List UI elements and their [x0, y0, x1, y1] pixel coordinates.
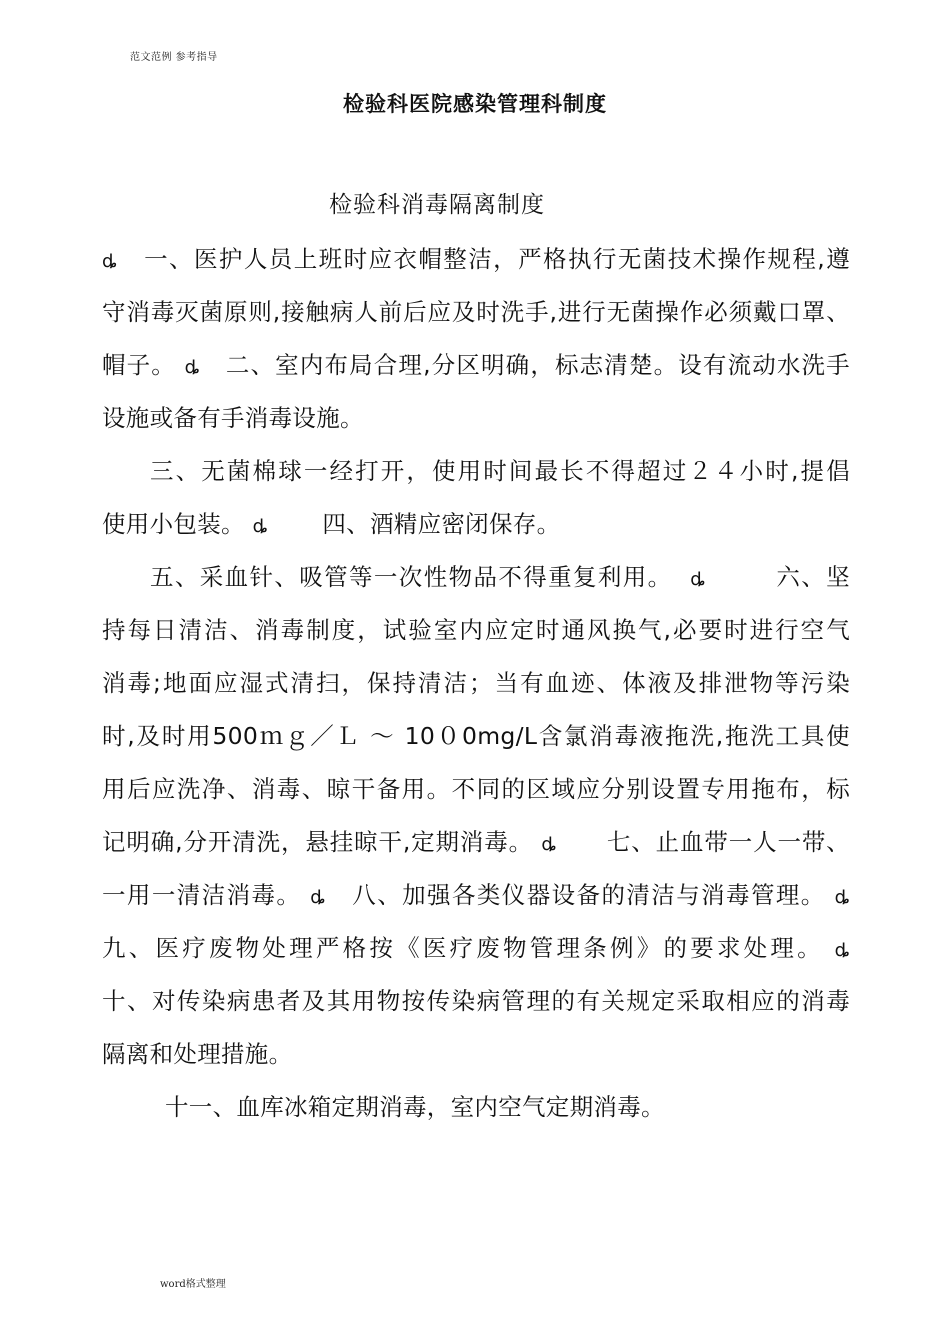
paragraph-line	[102, 611, 850, 645]
bullet-mark: ȡ	[310, 887, 326, 908]
paragraph-text: 一、医护人员上班时应衣帽整洁，严格执行无菌技术操作规程,遵	[144, 245, 851, 273]
paragraph-text: 十一、血库冰箱定期消毒，室内空气定期消毒。	[165, 1093, 665, 1121]
paragraph-text: 七、止血带一人一带、	[606, 828, 850, 856]
paragraph-text: 二、室内布局合理,分区明确，标志清楚。设有流动水洗手	[225, 351, 850, 379]
section-title: 检验科消毒隔离制度	[329, 192, 545, 218]
paragraph-text: 四、酒精应密闭保存。	[322, 510, 561, 538]
paragraph-line	[102, 982, 850, 1016]
paragraph-text: 六、坚	[776, 563, 850, 591]
paragraph-line	[102, 664, 850, 698]
paragraph-line	[102, 240, 850, 274]
paragraph-text: 设施或备有手消毒设施。	[102, 404, 364, 432]
bullet-mark: ȡ	[252, 516, 268, 537]
paragraph-line	[102, 717, 850, 751]
paragraph-line	[150, 558, 850, 592]
paragraph-line	[102, 876, 850, 910]
paragraph-line	[102, 823, 850, 857]
paragraph-text: 一用一清洁消毒。	[102, 881, 302, 909]
paragraph-text: 帽子。	[102, 351, 176, 379]
paragraph-text: 守消毒灭菌原则,接触病人前后应及时洗手,进行无菌操作必须戴口罩、	[102, 298, 850, 326]
bullet-mark: ȡ	[690, 569, 706, 590]
paragraph-text: 用后应洗净、消毒、晾干备用。不同的区域应分别设置专用拖布，标	[102, 775, 850, 803]
paragraph-text: 时,及时用500ｍｇ／Ｌ ～ 10０0mg/L含氯消毒液拖洗,拖洗工具使	[102, 722, 850, 750]
paragraph-text: 十、对传染病患者及其用物按传染病管理的有关规定采取相应的消毒	[102, 987, 850, 1015]
paragraph-text: 记明确,分开清洗，悬挂晾干,定期消毒。	[102, 828, 534, 856]
footer-note: word格式整理	[160, 1279, 226, 1290]
paragraph-text: 持每日清洁、消毒制度，试验室内应定时通风换气,必要时进行空气	[102, 616, 850, 644]
paragraph-text: 八、加强各类仪器设备的清洁与消毒管理。	[352, 881, 826, 909]
paragraph-text: 隔离和处理措施。	[102, 1040, 293, 1068]
paragraph-line	[150, 452, 850, 486]
bullet-mark: ȡ	[184, 357, 200, 378]
bullet-mark: ȡ	[102, 251, 118, 272]
paragraph-line	[165, 1088, 665, 1122]
paragraph-line	[102, 346, 850, 380]
bullet-mark: ȡ	[834, 940, 850, 961]
paragraph-line	[102, 505, 560, 539]
paragraph-line	[102, 399, 364, 433]
header-note: 范文范例 参考指导	[130, 52, 218, 63]
paragraph-text: 五、采血针、吸管等一次性物品不得重复利用。	[150, 563, 673, 591]
bullet-mark: ȡ	[541, 834, 557, 855]
paragraph-line	[102, 770, 850, 804]
paragraph-line	[102, 929, 850, 963]
paragraph-text: 九、医疗废物处理严格按《医疗废物管理条例》的要求处理。	[102, 934, 824, 962]
paragraph-text: 使用小包装。	[102, 510, 245, 538]
paragraph-text: 消毒;地面应湿式清扫，保持清洁；当有血迹、体液及排泄物等污染	[102, 669, 850, 697]
paragraph-line	[102, 1035, 292, 1069]
document-title: 检验科医院感染管理科制度	[343, 92, 607, 116]
bullet-mark: ȡ	[834, 887, 850, 908]
paragraph-text: 三、无菌棉球一经打开，使用时间最长不得超过２４小时,提倡	[150, 457, 850, 485]
paragraph-line	[102, 293, 850, 327]
